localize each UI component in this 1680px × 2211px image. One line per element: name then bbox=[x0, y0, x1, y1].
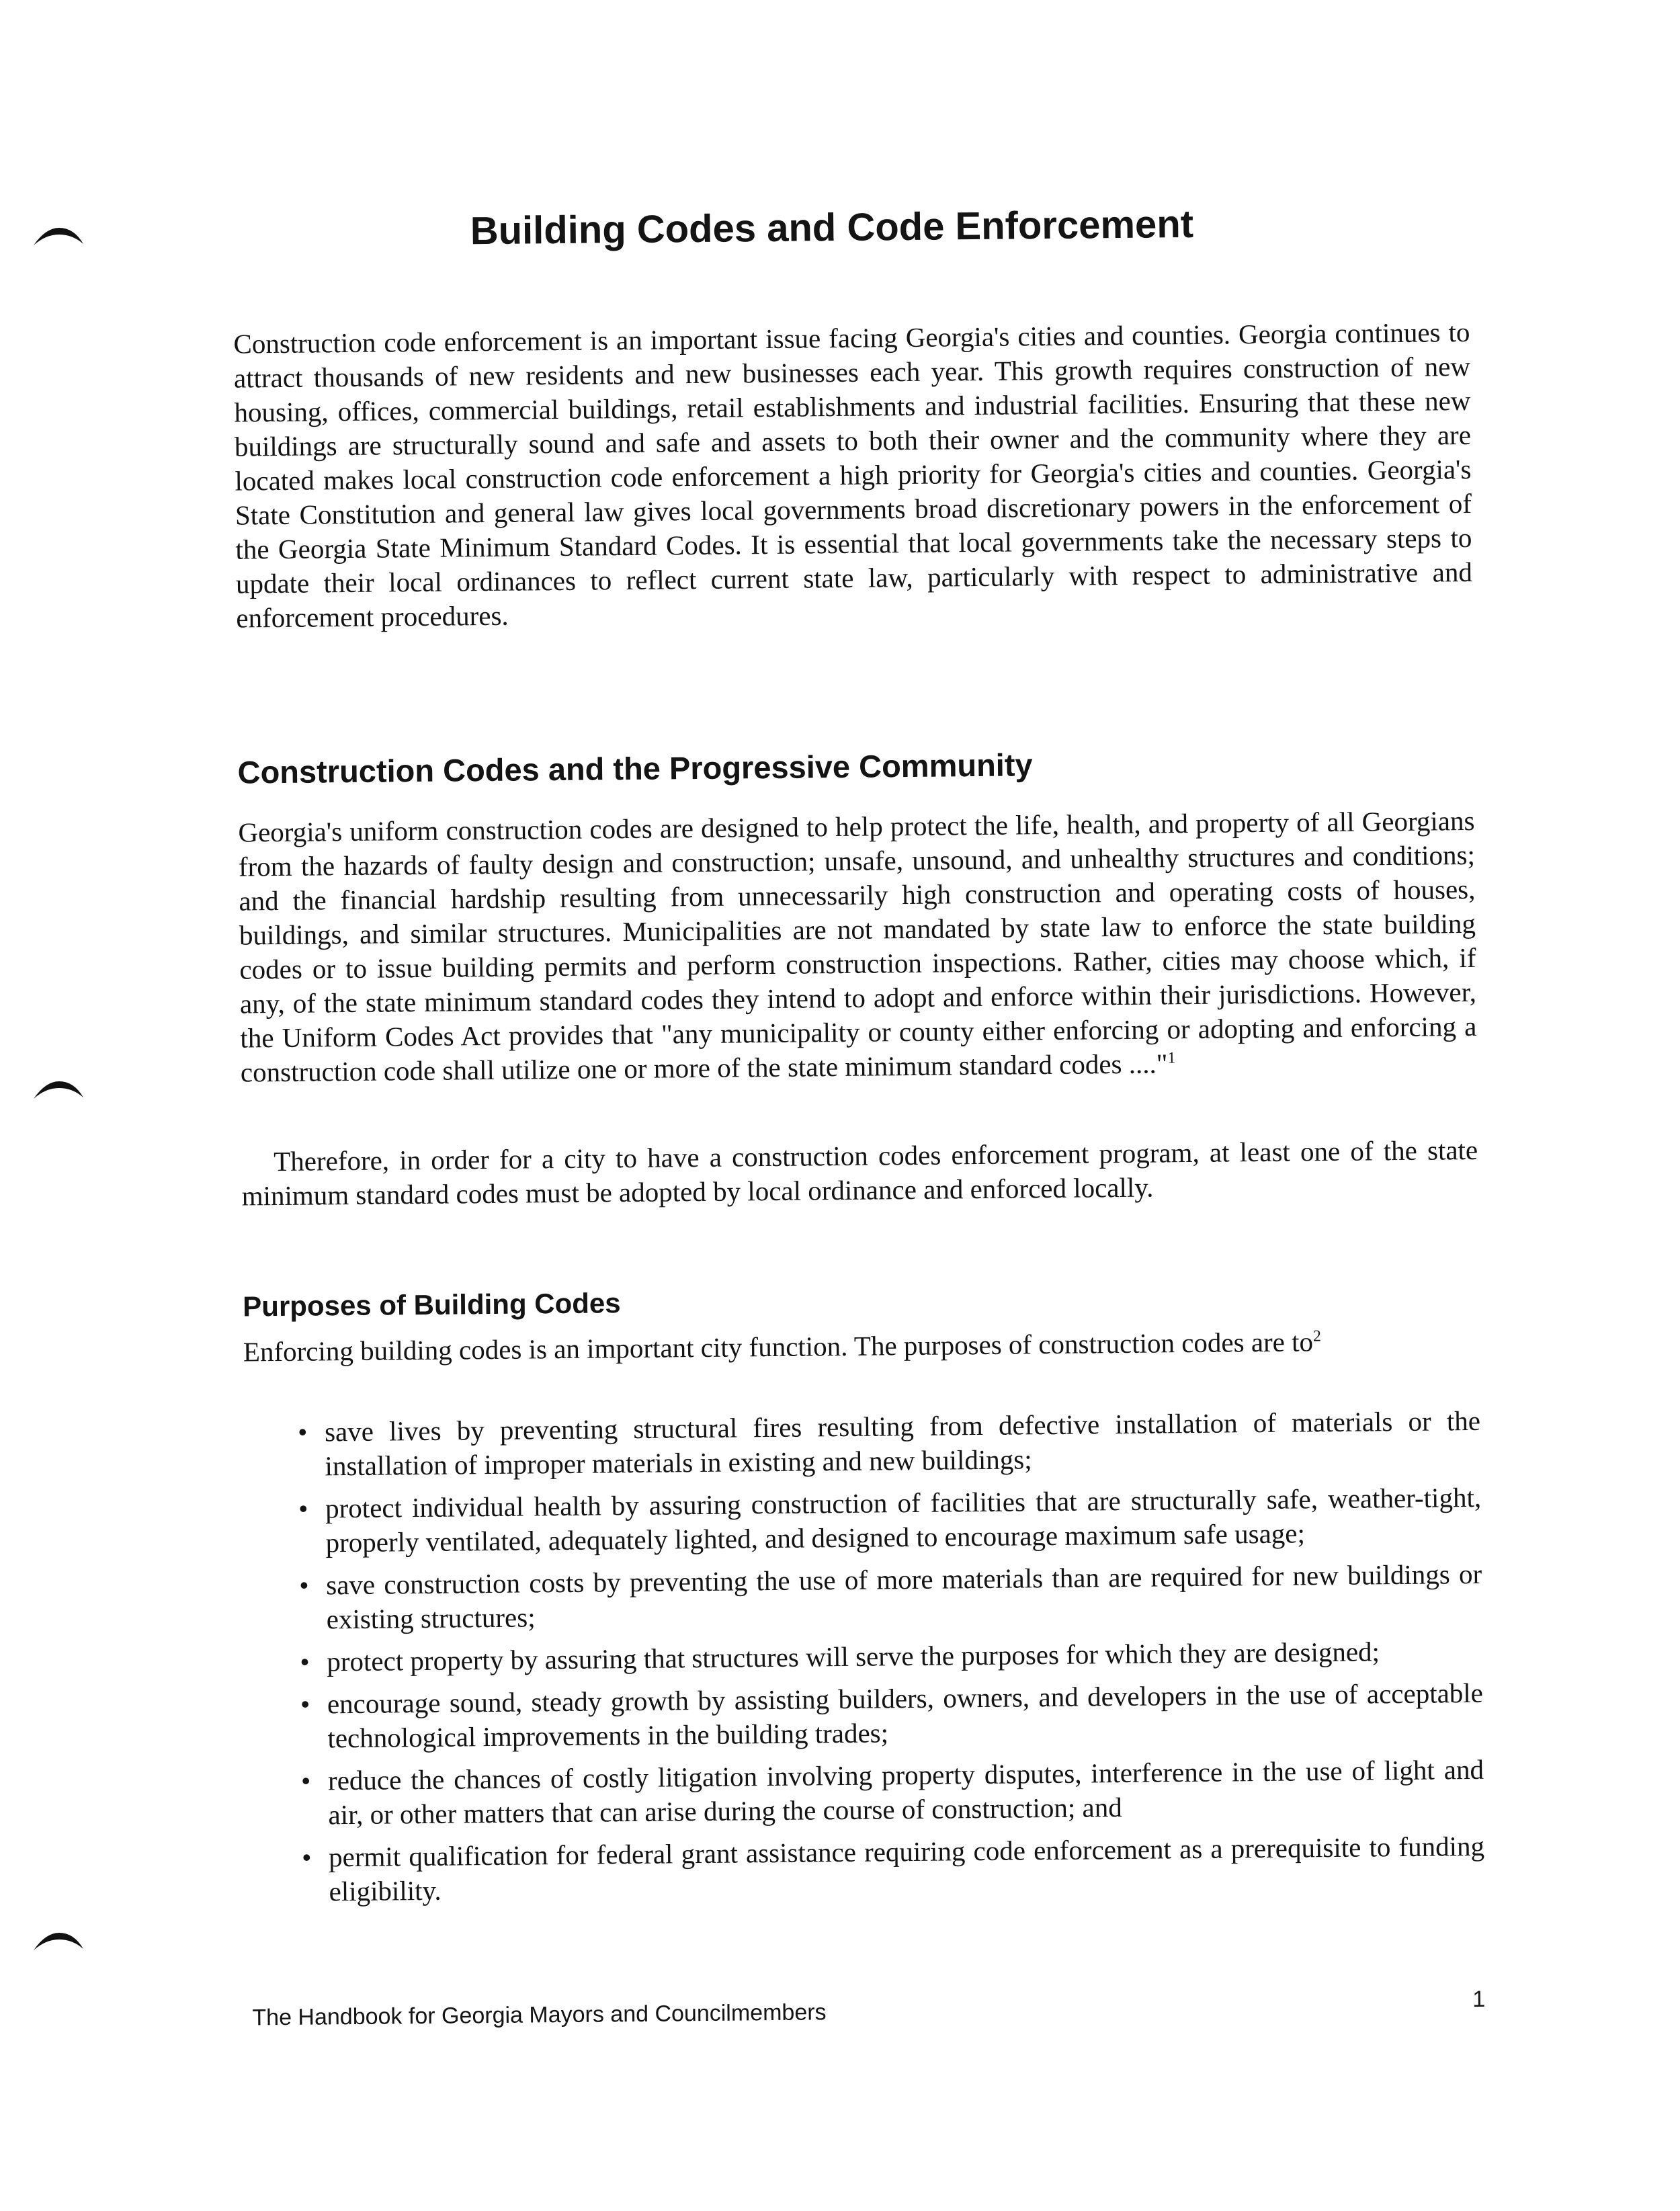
list-item bbox=[296, 1829, 1485, 1909]
footnote-marker-1: 1 bbox=[1167, 1049, 1176, 1067]
purposes-lead-text: Enforcing building codes is an important city function. The purposes of construction codes are to bbox=[243, 1326, 1314, 1368]
list-item bbox=[294, 1634, 1482, 1679]
list-item-text: permit qualification for federal grant assistance requiring code enforcement as a prerequisite to funding eligibility. bbox=[328, 1830, 1485, 1907]
list-item-text: save construction costs by preventing the use of more materials than are required for new buildings or existing structures; bbox=[326, 1558, 1482, 1635]
purposes-list bbox=[292, 1404, 1485, 1917]
list-item-text: protect individual health by assuring construction of facilities that are structurally safe, weather-tight, properly ventilated, adequately lighted, and designed to encourage maximum safe usage; bbox=[325, 1481, 1482, 1558]
bullet-icon: • bbox=[301, 1841, 312, 1873]
list-item bbox=[292, 1404, 1481, 1484]
section-heading-construction-codes: Construction Codes and the Progressive Community bbox=[237, 747, 1033, 790]
bullet-icon: • bbox=[300, 1765, 311, 1796]
bullet-icon: • bbox=[300, 1688, 310, 1720]
list-item-text: protect property by assuring that structures will serve the purposes for which they are designed; bbox=[327, 1636, 1380, 1677]
footnote-marker-2: 2 bbox=[1312, 1327, 1322, 1345]
section1-paragraph bbox=[238, 804, 1477, 1090]
section1-paragraph-text: Georgia's uniform construction codes are designed to help protect the life, health, and property of all Georgians from the hazards of faulty design and construction; unsafe, unsound, and unhealthy structures and conditions; and the financial hardship resulting from unnecessarily high construction and operating costs of houses, buildings, and similar structures. Municipalities are not mandated by state law to enforce the state building codes or to issue building permits and perform construction inspections. Rather, cities may choose which, if any, of the state minimum standard codes they intend to adopt and enforce within their jurisdictions. However, the Uniform Codes Act provides that "any municipality or county either enforcing or adopting and enforcing a construction code shall utilize one or more of the state minimum standard codes ...." bbox=[238, 804, 1477, 1088]
bullet-icon: • bbox=[297, 1416, 308, 1448]
bullet-icon: • bbox=[299, 1569, 309, 1601]
intro-paragraph: Construction code enforcement is an important issue facing Georgia's cities and counties. Georgia continues to attract thousands of new residents and new businesses each year. This growth requires construction of new housing, offices, commercial buildings, retail establishments and industrial facilities. Ensuring that these new buildings are structurally sound and safe and assets to both their owner and the community where they are located makes local construction code enforcement a high priority for Georgia's cities and counties. Georgia's State Constitution and general law gives local governments broad discretionary powers in the enforcement of the Georgia State Minimum Standard Codes. It is essential that local governments take the necessary steps to update their local ordinances to reflect current state law, particularly with respect to administrative and enforcement procedures. bbox=[233, 316, 1473, 634]
list-item bbox=[293, 1480, 1482, 1560]
list-item-text: save lives by preventing structural fires resulting from defective installation of materials or the installation of improper materials in existing and new buildings; bbox=[324, 1405, 1481, 1482]
list-item bbox=[295, 1676, 1484, 1756]
section1-paragraph-2: Therefore, in order for a city to have a construction codes enforcement program, at least one of the state minimum standard codes must be adopted by local ordinance and enforced locally. bbox=[241, 1134, 1478, 1212]
footer-text: The Handbook for Georgia Mayors and Councilmembers bbox=[252, 1999, 827, 2031]
purposes-lead bbox=[243, 1323, 1480, 1370]
page-number: 1 bbox=[1472, 1986, 1486, 2013]
bullet-icon: • bbox=[298, 1493, 308, 1524]
page-title: Building Codes and Code Enforcement bbox=[470, 202, 1194, 253]
list-item-text: encourage sound, steady growth by assisting builders, owners, and developers in the use of acceptable technological improvements in the building trades; bbox=[327, 1677, 1484, 1754]
list-item-text: reduce the chances of costly litigation involving property disputes, interference in the use of light and air, or other matters that can arise during the course of construction; and bbox=[327, 1753, 1484, 1831]
bullet-icon: • bbox=[300, 1646, 310, 1677]
list-item bbox=[294, 1557, 1482, 1637]
list-item bbox=[296, 1753, 1484, 1833]
section-heading-purposes: Purposes of Building Codes bbox=[243, 1287, 621, 1323]
